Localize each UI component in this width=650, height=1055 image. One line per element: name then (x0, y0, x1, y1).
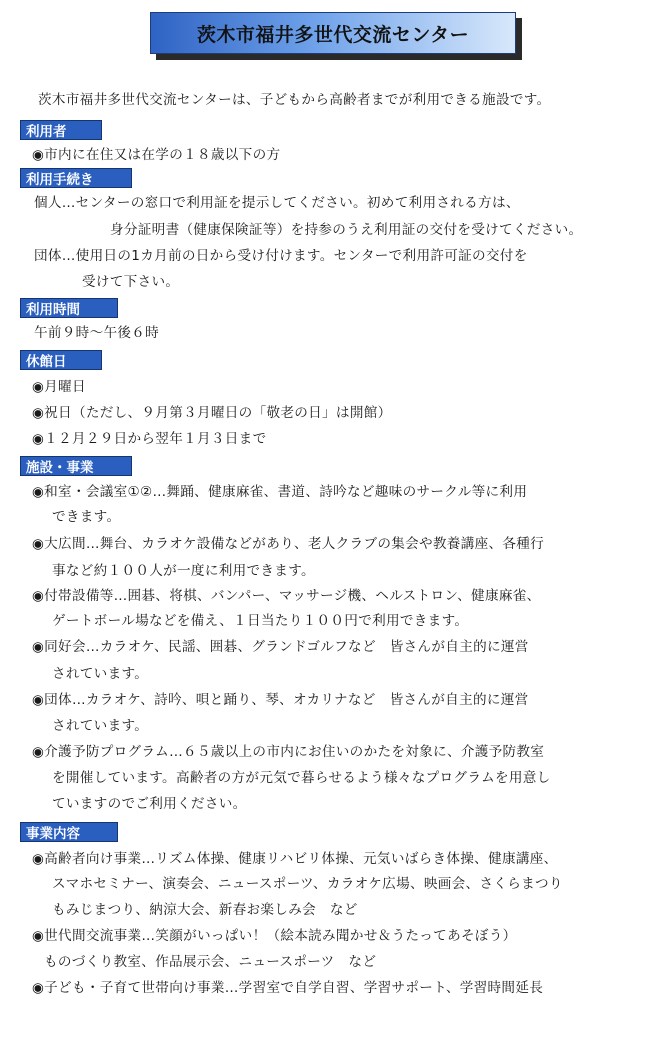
facilities-line: ゲートボール場などを備え、１日当たり１００円で利用できます。 (52, 613, 469, 629)
programs-line: ◉高齢者向け事業…リズム体操、健康リハビリ体操、元気いばらき体操、健康講座、 (32, 851, 558, 867)
hours-line: 午前９時～午後６時 (34, 325, 160, 341)
facilities-line: 事など約１００人が一度に利用できます。 (52, 563, 315, 579)
programs-line: ◉子ども・子育て世帯向け事業…学習室で自学自習、学習サポート、学習時間延長 (32, 980, 544, 996)
facilities-line: ◉介護予防プログラム…６５歳以上の市内にお住いのかたを対象に、介護予防教室 (32, 744, 545, 760)
section-heading-closed: 休館日 (20, 350, 102, 370)
programs-line: ものづくり教室、作品展示会、ニュースポーツ など (44, 954, 377, 970)
intro-text: 茨木市福井多世代交流センターは、子どもから高齢者までが利用できる施設です。 (38, 92, 551, 108)
page-title: 茨木市福井多世代交流センター (150, 12, 516, 54)
title-banner (150, 12, 522, 60)
facilities-line: ◉団体…カラオケ、詩吟、唄と踊り、琴、オカリナなど 皆さんが自主的に運営 (32, 692, 529, 708)
closed-line: ◉１２月２９日から翌年１月３日まで (32, 431, 267, 447)
programs-line: スマホセミナー、演奏会、ニュースポーツ、カラオケ広場、映画会、さくらまつり (52, 876, 563, 892)
facilities-line: ◉同好会…カラオケ、民謡、囲碁、グランドゴルフなど 皆さんが自主的に運営 (32, 639, 529, 655)
procedure-line: 身分証明書（健康保険証等）を持参のうえ利用証の交付を受けてください。 (110, 222, 583, 238)
programs-line: もみじまつり、納涼大会、新春お楽しみ会 など (52, 902, 358, 918)
section-heading-facilities: 施設・事業 (20, 456, 132, 476)
facilities-line: を開催しています。高齢者の方が元気で暮らせるよう様々なプログラムを用意し (52, 770, 551, 786)
section-heading-hours: 利用時間 (20, 298, 118, 318)
facilities-line: できます。 (52, 509, 121, 525)
closed-line: ◉祝日（ただし、９月第３月曜日の「敬老の日」は開館） (32, 405, 392, 421)
facilities-line: ていますのでご利用ください。 (52, 796, 247, 812)
section-heading-procedure: 利用手続き (20, 168, 132, 188)
procedure-line: 受けて下さい。 (82, 274, 180, 290)
facilities-line: されています。 (52, 666, 149, 682)
section-heading-users: 利用者 (20, 120, 102, 140)
users-line: ◉市内に在住又は在学の１８歳以下の方 (32, 147, 281, 163)
procedure-line: 個人…センターの窓口で利用証を提示してください。初めて利用される方は、 (34, 195, 520, 211)
facilities-line: ◉付帯設備等…囲碁、将棋、バンパー、マッサージ機、ヘルストロン、健康麻雀、 (32, 588, 541, 604)
procedure-line: 団体…使用日の1カ月前の日から受け付けます。センターで利用許可証の交付を (34, 248, 528, 264)
closed-line: ◉月曜日 (32, 379, 86, 395)
facilities-line: ◉和室・会議室①②…舞踊、健康麻雀、書道、詩吟など趣味のサークル等に利用 (32, 484, 528, 500)
section-heading-programs: 事業内容 (20, 822, 118, 842)
programs-line: ◉世代間交流事業…笑顔がいっぱい！（絵本読み聞かせ＆うたってあそぼう） (32, 928, 517, 944)
facilities-line: ◉大広間…舞台、カラオケ設備などがあり、老人クラブの集会や教養講座、各種行 (32, 536, 545, 552)
facilities-line: されています。 (52, 718, 149, 734)
